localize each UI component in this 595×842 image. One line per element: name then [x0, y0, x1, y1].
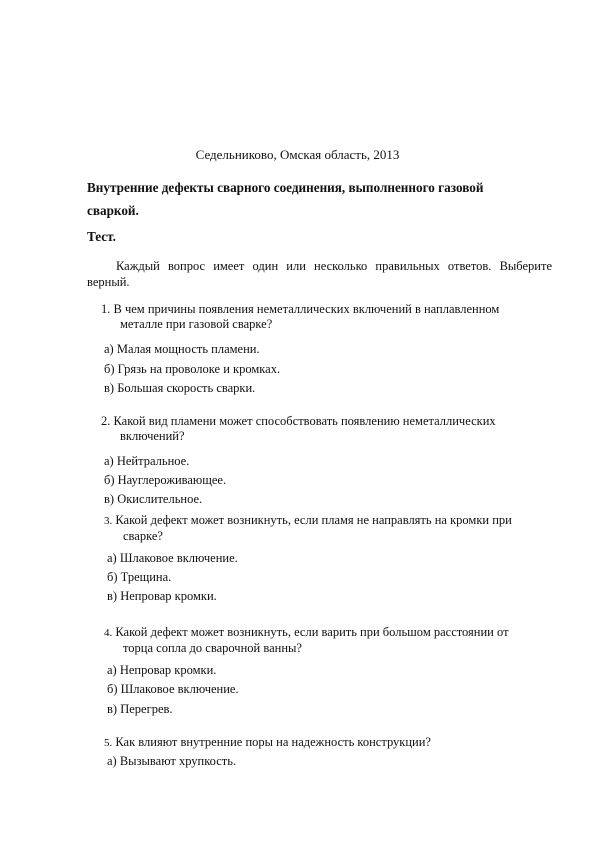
header-location-year: Седельниково, Омская область, 2013: [195, 147, 400, 162]
option-text: Перегрев.: [120, 702, 173, 716]
option-letter: в): [107, 702, 118, 716]
question-text-continuation: торца сопла до сварочной ванны?: [123, 641, 302, 655]
answer-option: [104, 492, 202, 507]
answer-option: [107, 589, 217, 604]
option-text: Непровар кромки.: [119, 663, 217, 677]
question-text: Какой дефект может возникнуть, если варить при большом расстоянии от: [115, 625, 509, 639]
question-number: 2.: [101, 414, 111, 428]
option-text: Грязь на проволоке и кромках.: [117, 362, 281, 376]
option-letter: а): [107, 551, 117, 565]
option-text: Большая скорость сварки.: [117, 381, 256, 395]
question-text-continuation: металле при газовой сварке?: [120, 317, 273, 331]
answer-option: [104, 473, 226, 488]
option-letter: б): [107, 570, 118, 584]
option-letter: б): [104, 473, 115, 487]
question-text: Как влияют внутренние поры на надежность конструкции?: [115, 735, 431, 749]
question-text-continuation: включений?: [120, 429, 185, 443]
intro-paragraph: Каждый вопрос имеет один или несколько правильных ответов. Выберите верный.: [87, 259, 552, 289]
question-4: [104, 625, 554, 656]
option-text: Шлаковое включение.: [120, 682, 239, 696]
option-letter: в): [104, 381, 115, 395]
answer-option: [107, 570, 171, 585]
option-letter: б): [107, 682, 118, 696]
answer-option: [104, 454, 189, 469]
question-1: [101, 302, 551, 332]
option-letter: а): [107, 663, 117, 677]
answer-option: [104, 381, 255, 396]
option-letter: б): [104, 362, 115, 376]
question-text: В чем причины появления неметаллических включений в наплавленном: [113, 302, 500, 316]
option-letter: а): [104, 454, 114, 468]
option-letter: а): [107, 754, 117, 768]
test-label: Тест.: [87, 229, 116, 244]
question-text: Какой дефект может возникнуть, если пламя не направлять на кромки при: [115, 513, 512, 527]
option-text: Трещина.: [120, 570, 172, 584]
option-text: Вызывают хрупкость.: [119, 754, 237, 768]
question-number: 3.: [104, 515, 113, 527]
question-3: [104, 513, 554, 544]
question-text-continuation: сварке?: [123, 529, 163, 543]
question-5: [104, 735, 554, 751]
question-text: Какой вид пламени может способствовать появлению неметаллических: [113, 414, 496, 428]
option-letter: а): [104, 342, 114, 356]
option-text: Малая мощность пламени.: [116, 342, 260, 356]
answer-option: [104, 362, 280, 377]
option-text: Шлаковое включение.: [119, 551, 238, 565]
answer-option: [107, 551, 238, 566]
question-number: 1.: [101, 302, 111, 316]
document-title: Внутренние дефекты сварного соединения, выполненного газовой сваркой.: [87, 180, 484, 218]
option-letter: в): [104, 492, 115, 506]
answer-option: [107, 754, 236, 769]
option-text: Науглероживающее.: [117, 473, 227, 487]
answer-option: [104, 342, 260, 357]
answer-option: [107, 702, 173, 717]
question-2: [101, 414, 551, 444]
question-number: 4.: [104, 627, 113, 639]
option-text: Непровар кромки.: [120, 589, 217, 603]
question-number: 5.: [104, 737, 113, 749]
answer-option: [107, 663, 216, 678]
answer-option: [107, 682, 239, 697]
option-text: Окислительное.: [117, 492, 203, 506]
option-letter: в): [107, 589, 118, 603]
option-text: Нейтральное.: [116, 454, 190, 468]
